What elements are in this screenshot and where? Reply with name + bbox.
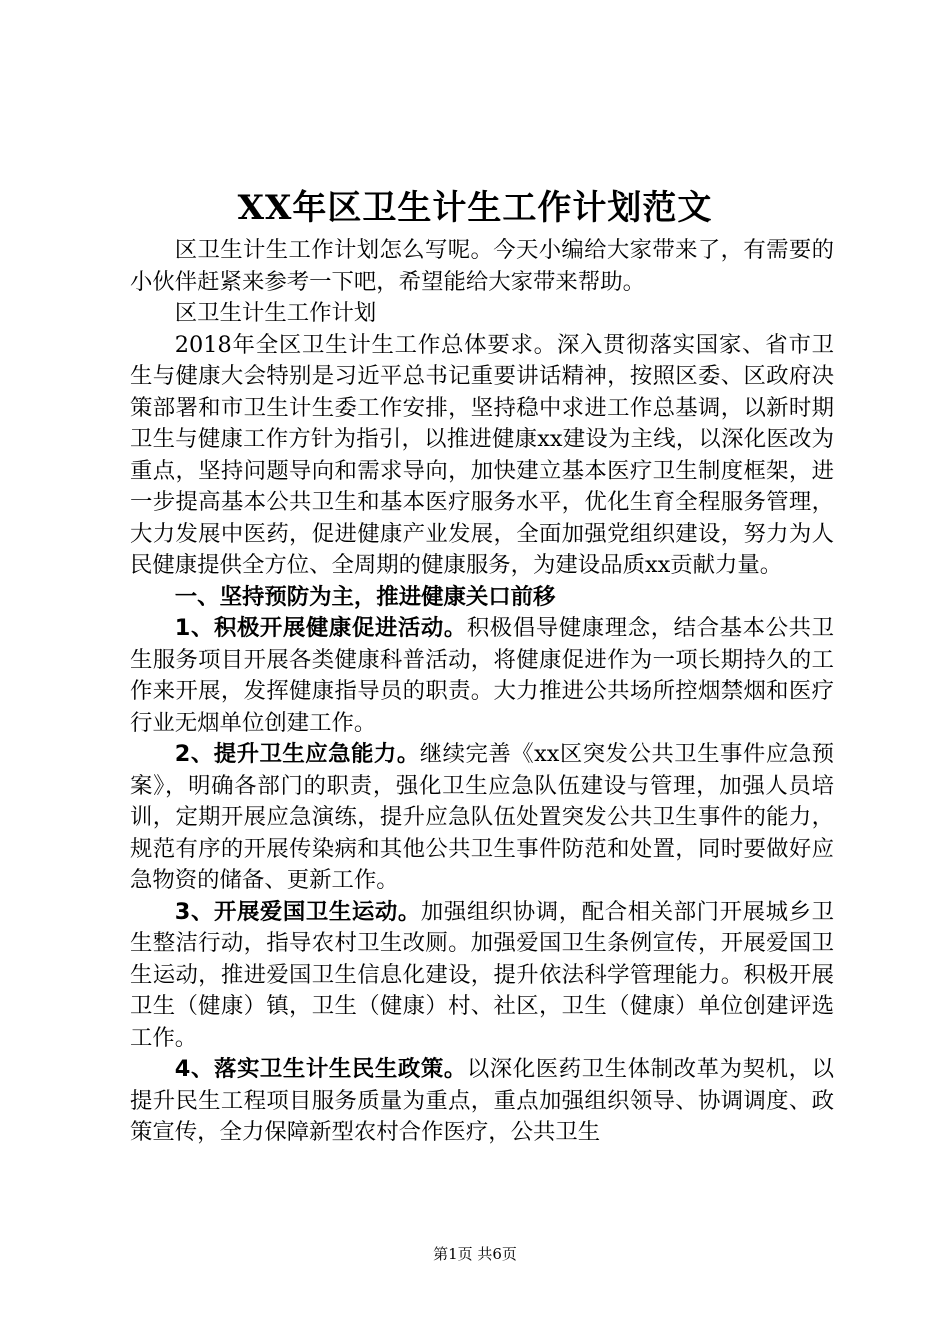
item-paragraph — [130, 897, 834, 1055]
section-heading: 一、坚持预防为主，推进健康关口前移 — [174, 583, 556, 610]
item-paragraph — [130, 613, 834, 739]
item-text: 以深化医药卫生体制改革为契机，以提升民生工程项目服务质量为重点，重点加强组织领导、协调调度、政策宣传，全力保障新型农村合作医疗，公共卫生 — [130, 1056, 834, 1145]
page-footer: 第1页 共6页 — [433, 1245, 517, 1263]
plan-subtitle: 区卫生计生工作计划 — [174, 300, 377, 326]
document-body — [130, 235, 834, 1149]
item-lead: 3、开展爱国卫生运动。 — [174, 898, 421, 925]
item-paragraph — [130, 1054, 834, 1149]
intro-paragraph: 区卫生计生工作计划怎么写呢。今天小编给大家带来了，有需要的小伙伴赶紧来参考一下吧，希望能给大家带来帮助。 — [130, 237, 834, 295]
document-title: XX年区卫生计生工作计划范文 — [237, 188, 713, 228]
item-lead: 2、提升卫生应急能力。 — [174, 741, 420, 767]
item-text: 积极倡导健康理念，结合基本公共卫生服务项目开展各类健康科普活动，将健康促进作为一项长期持久的工作来开展，发挥健康指导员的职责。大力推进公共场所控烟禁烟和医疗行业无烟单位创建工作。 — [130, 615, 834, 736]
item-lead: 4、落实卫生计生民生政策。 — [174, 1056, 467, 1082]
item-text: 加强组织协调，配合相关部门开展城乡卫生整洁行动，指导农村卫生改厕。加强爱国卫生条例宣传，开展爱国卫生运动，推进爱国卫生信息化建设，提升依法科学管理能力。积极开展卫生（健康）镇，卫生（健康）村、社区，卫生（健康）单位创建评选工作。 — [130, 898, 834, 1051]
item-paragraph — [130, 739, 834, 897]
item-lead: 1、积极开展健康促进活动。 — [174, 615, 467, 641]
item-text: 继续完善《xx区突发公共卫生事件应急预案》，明确各部门的职责，强化卫生应急队伍建设与管理，加强人员培训，定期开展应急演练，提升应急队伍处置突发公共卫生事件的能力，规范有序的开展传染病和其他公共卫生事件防范和处置，同时要做好应急物资的储备、更新工作。 — [130, 741, 834, 893]
overview-paragraph: 2018年全区卫生计生工作总体要求。深入贯彻落实国家、省市卫生与健康大会特别是习近平总书记重要讲话精神，按照区委、区政府决策部署和市卫生计生委工作安排，坚持稳中求进工作总基调，以新时期卫生与健康工作方针为指引，以推进健康xx建设为主线，以深化医改为重点，坚持问题导向和需求导向，加快建立基本医疗卫生制度框架，进一步提高基本公共卫生和基本医疗服务水平，优化生育全程服务管理，大力发展中医药，促进健康产业发展，全面加强党组织建设，努力为人民健康提供全方位、全周期的健康服务，为建设品质xx贡献力量。 — [130, 331, 834, 578]
